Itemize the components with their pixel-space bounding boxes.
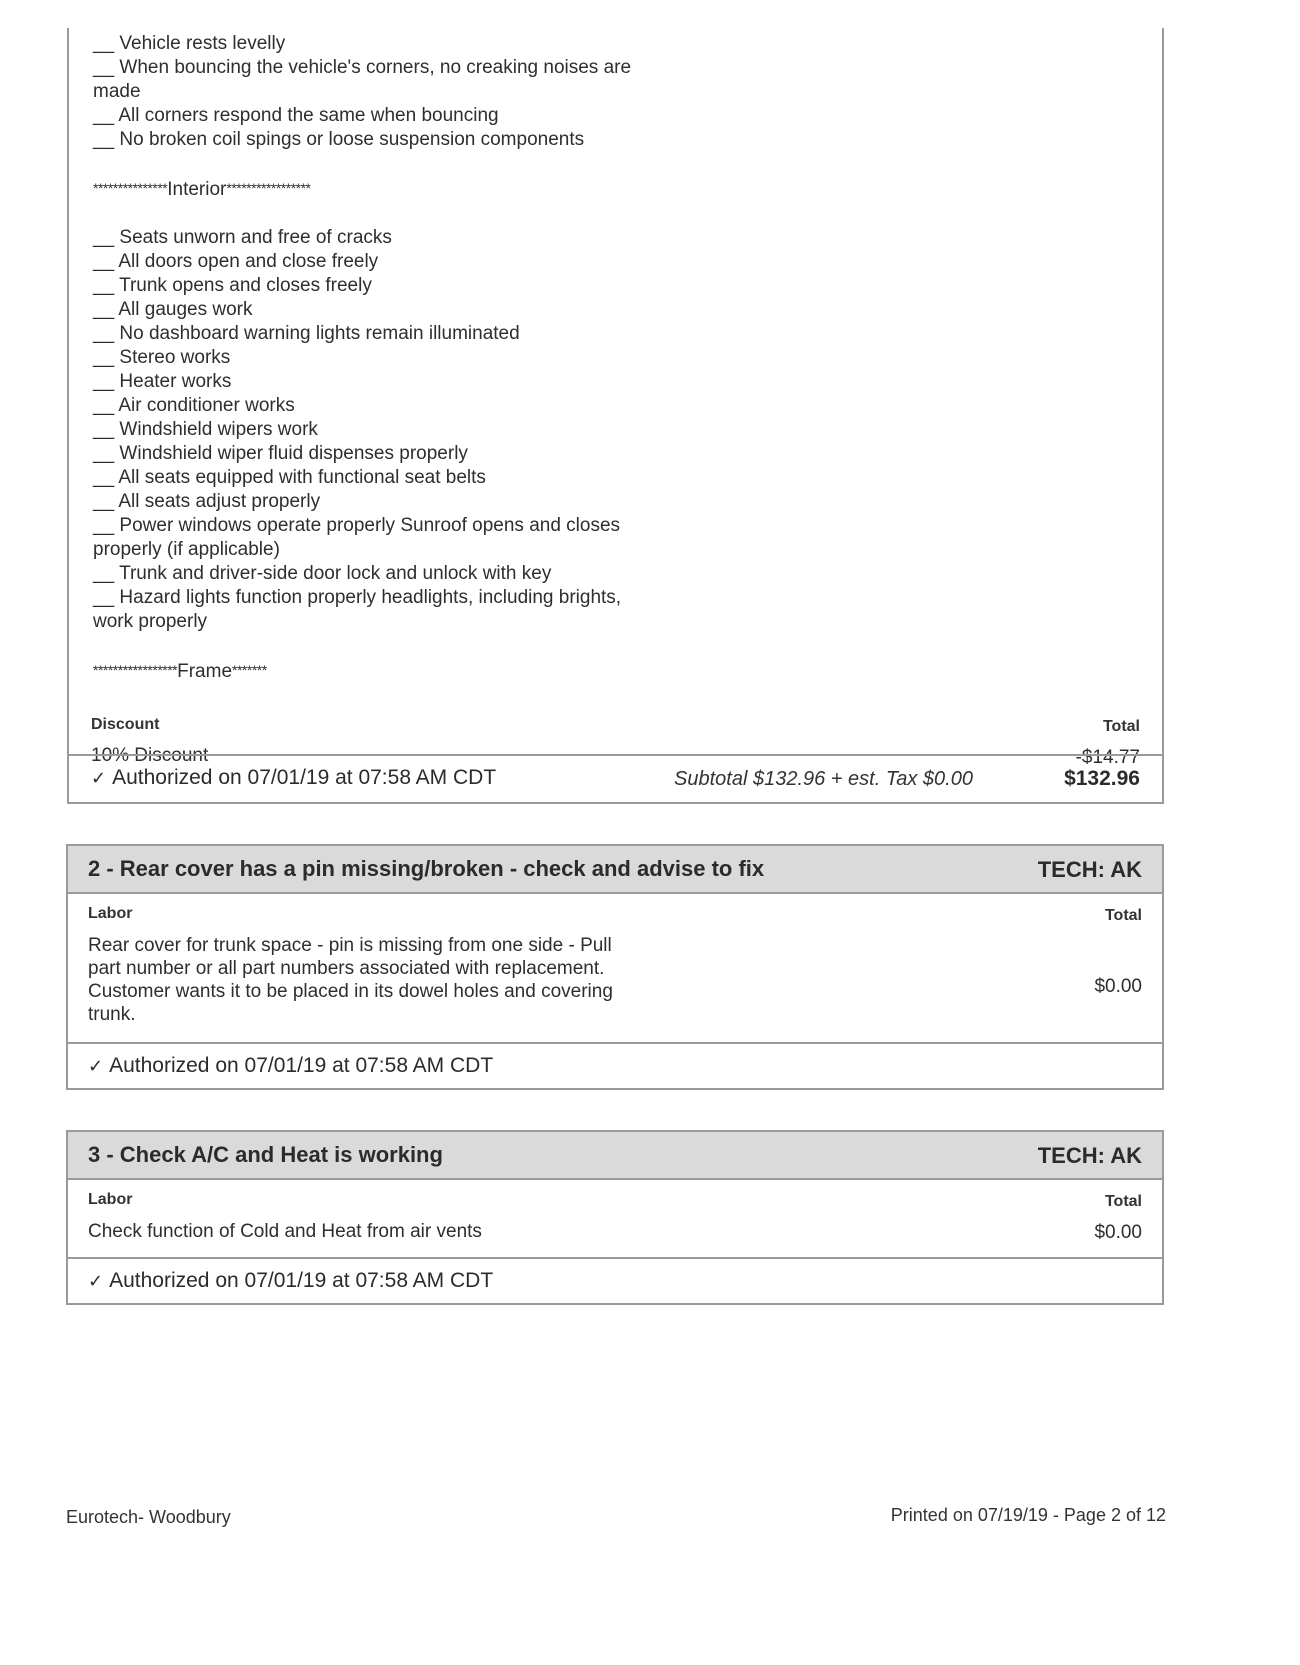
authorization-row [69, 754, 1162, 802]
discount-description: 10% Discount [91, 745, 209, 766]
job-title: 2 - Rear cover has a pin missing/broken - check and advise to fix [88, 856, 765, 881]
labor-description: Check function of Cold and Heat from air vents [88, 1221, 482, 1242]
job-labor-section [68, 894, 1162, 1044]
job-1-continuation [67, 28, 1164, 804]
job-header [68, 846, 1162, 894]
checklist-item: __ All gauges work [93, 299, 253, 320]
discount-amount: -$14.77 [1075, 747, 1140, 768]
checkmark-icon: ✓ [88, 1056, 104, 1076]
labor-label: Labor [88, 1191, 133, 1208]
job-labor-section [68, 1180, 1162, 1259]
checklist-item: __ All seats adjust properly [93, 491, 321, 512]
authorization-row [68, 1044, 1162, 1090]
labor-label: Labor [88, 905, 133, 922]
checklist-item: __ When bouncing the vehicle's corners, no creaking noises are made [93, 57, 632, 102]
job-title: 3 - Check A/C and Heat is working [88, 1142, 443, 1167]
labor-amount: $0.00 [1094, 976, 1142, 997]
checklist-item: __ Trunk and driver-side door lock and unlock with key [93, 563, 552, 584]
section-marker-frame: *****************Frame******* [93, 661, 267, 682]
section-marker-interior: ***************Interior***************** [93, 179, 311, 200]
checklist-item: __ Seats unworn and free of cracks [93, 227, 392, 248]
job-grand-total: $132.96 [1064, 767, 1140, 790]
total-label: Total [1104, 1193, 1142, 1210]
inspection-checklist [93, 28, 653, 684]
checklist-item: __ All corners respond the same when bouncing [93, 105, 499, 126]
discount-label: Discount [91, 716, 160, 733]
checklist-item: __ All doors open and close freely [93, 251, 379, 272]
checklist-item: __ Windshield wipers work [93, 419, 318, 440]
job-3-card [66, 1130, 1164, 1305]
job-2-card [66, 844, 1164, 1090]
checklist-item: __ Power windows operate properly Sunroof opens and closes properly (if applicable) [93, 515, 621, 560]
checklist-item: __ Air conditioner works [93, 395, 295, 416]
job-tech: TECH: AK [1037, 857, 1142, 882]
job-tech: TECH: AK [1037, 1143, 1142, 1168]
checklist-item: __ All seats equipped with functional seat belts [93, 467, 486, 488]
labor-amount: $0.00 [1094, 1222, 1142, 1243]
authorization-status: ✓ Authorized on 07/01/19 at 07:58 AM CDT [91, 766, 497, 789]
total-label: Total [1102, 718, 1140, 735]
checklist-item: __ Windshield wiper fluid dispenses properly [93, 443, 468, 464]
authorization-status: ✓ Authorized on 07/01/19 at 07:58 AM CDT [88, 1269, 494, 1292]
checkmark-icon: ✓ [91, 768, 107, 788]
checklist-item: __ Vehicle rests levelly [93, 33, 286, 54]
checklist-item: __ No broken coil spings or loose suspension components [93, 129, 585, 150]
footer-shop-name: Eurotech- Woodbury [66, 1507, 231, 1527]
total-label: Total [1104, 907, 1142, 924]
checkmark-icon: ✓ [88, 1271, 104, 1291]
job-header [68, 1132, 1162, 1180]
authorization-row [68, 1259, 1162, 1305]
checklist-item: __ Hazard lights function properly headlights, including brights, work properly [93, 587, 622, 632]
labor-description: Rear cover for trunk space - pin is missing from one side - Pull part number or all part numbers associated with replacement. Customer wants it to be placed in its dowel holes and covering trunk. [88, 935, 613, 1025]
checklist-item: __ Trunk opens and closes freely [93, 275, 372, 296]
checklist-item: __ No dashboard warning lights remain illuminated [93, 323, 520, 344]
checklist-item: __ Heater works [93, 371, 232, 392]
checklist-item: __ Stereo works [93, 347, 231, 368]
subtotal-text: Subtotal $132.96 + est. Tax $0.00 [674, 768, 973, 790]
authorization-status: ✓ Authorized on 07/01/19 at 07:58 AM CDT [88, 1054, 494, 1077]
footer-print-info: Printed on 07/19/19 - Page 2 of 12 [890, 1505, 1166, 1525]
